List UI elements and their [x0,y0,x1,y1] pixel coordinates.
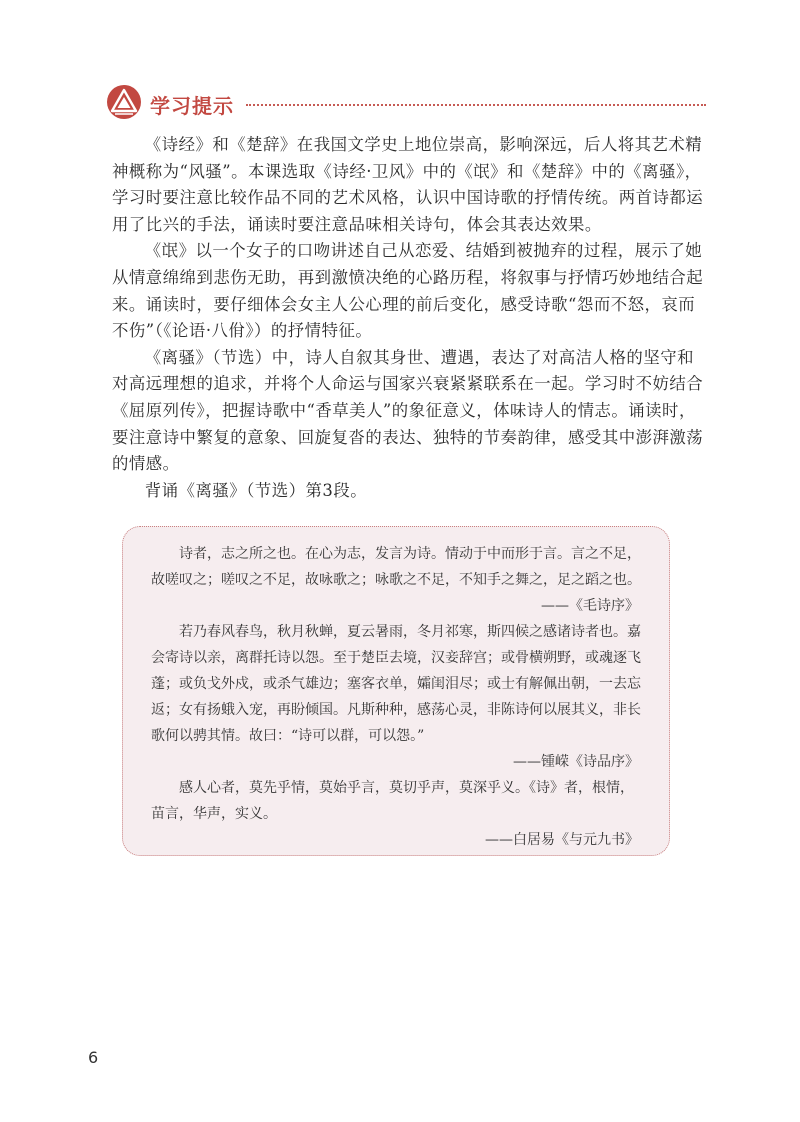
title-dotted-rule [246,104,706,106]
book-triangle-logo-icon [106,84,142,120]
section-title: 学习提示 [150,94,234,118]
study-tips-body [112,132,704,504]
section-header [106,84,706,128]
paragraph: 《离骚》（节选）中，诗人自叙其身世、遭遇，表达了对高洁人格的坚守和对高远理想的追求，并将个人命运与国家兴衰紧紧联系在一起。学习时不妨结合《屈原列传》，把握诗歌中“香草美人”的象征意义，体味诗人的情志。诵读时，要注意诗中繁复的意象、回旋复沓的表达、独特的节奏韵律，感受其中澎湃激荡的情感。 [112,347,704,474]
quote-text: 感人心者，莫先乎情，莫始乎言，莫切乎声，莫深乎义。《诗》者，根情，苗言，华声，实义。 [151,780,634,822]
quote-source: ——锺嵘《诗品序》 [513,754,639,770]
quote-source: ——白居易《与元九书》 [485,832,639,848]
paragraph: 《氓》以一个女子的口吻讲述自己从恋爱、结婚到被抛弃的过程，展示了她从情意绵绵到悲伤无助，再到激愤决绝的心路历程，将叙事与抒情巧妙地结合起来。诵读时，要仔细体会女主人公心理的前后变化，感受诗歌“怨而不怒，哀而不伤”（《论语·八佾》）的抒情特征。 [112,241,704,341]
quotation-box [122,526,670,856]
quote-text: 诗者，志之所之也。在心为志，发言为诗。情动于中而形于言。言之不足，故嗟叹之；嗟叹之不足，故咏歌之；咏歌之不足，不知手之舞之，足之蹈之也。 [151,546,641,588]
quote-text: 若乃春风春鸟，秋月秋蝉，夏云暑雨，冬月祁寒，斯四候之感诸诗者也。嘉会寄诗以亲，离群托诗以怨。至于楚臣去境，汉妾辞宫；或骨横朔野，或魂逐飞蓬；或负戈外戍，或杀气雄边；塞客衣单，孀闺泪尽；或士有解佩出朝，一去忘返；女有扬蛾入宠，再盼倾国。凡斯种种，感荡心灵，非陈诗何以展其义，非长歌何以骋其情。故曰：“诗可以群，可以怨。” [151,624,641,744]
page-number: 6 [88,1048,99,1067]
paragraph: 《诗经》和《楚辞》在我国文学史上地位崇高，影响深远，后人将其艺术精神概称为“风骚”。本课选取《诗经·卫风》中的《氓》和《楚辞》中的《离骚》，学习时要注意比较作品不同的艺术风格，认识中国诗歌的抒情传统。两首诗都运用了比兴的手法，诵读时要注意品味相关诗句，体会其表达效果。 [112,135,704,234]
quote-source: ——《毛诗序》 [541,598,639,614]
paragraph: 背诵《离骚》（节选）第3段。 [144,480,368,500]
